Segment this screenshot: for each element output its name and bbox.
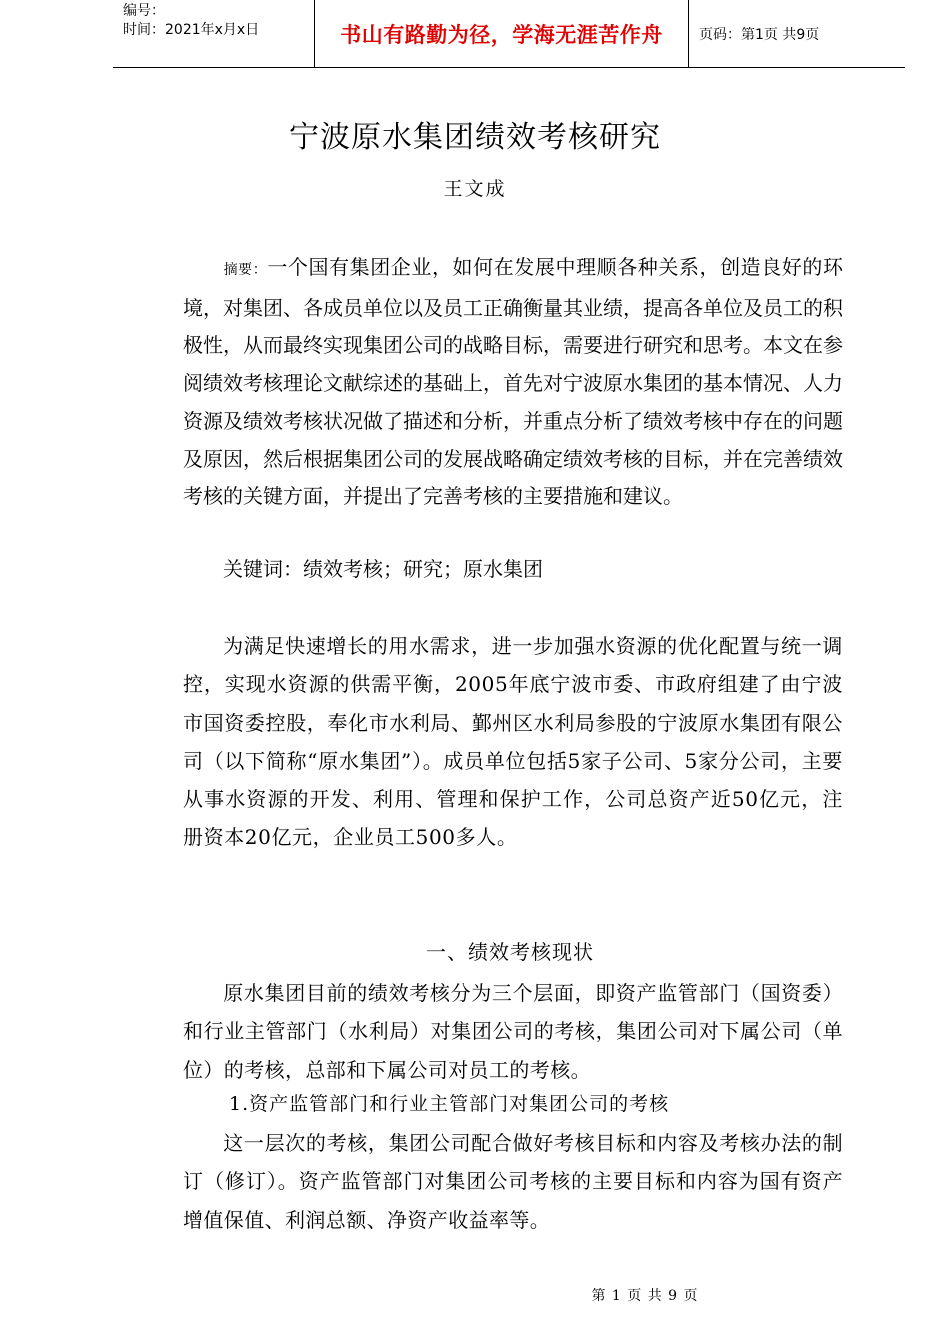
intro-paragraph: [183, 627, 843, 857]
abstract-text: 一个国有集团企业，如何在发展中理顺各种关系，创造良好的环境，对集团、各成员单位以及员工正确衡量其业绩，提高各单位及员工的积极性，从而最终实现集团公司的战略目标，需要进行研究和思考。本文在参阅绩效考核理论文献综述的基础上，首先对宁波原水集团的基本情况、人力资源及绩效考核状况做了描述和分析，并重点分析了绩效考核中存在的问题及原因，然后根据集团公司的发展战略确定绩效考核的目标，并在完善绩效考核的关键方面，并提出了完善考核的主要措施和建议。: [183, 255, 844, 509]
abstract-paragraph: [183, 249, 843, 516]
keywords-text: 关键词：绩效考核；研究；原水集团: [223, 557, 543, 581]
header-page-info: 页码：第1页 共9页: [699, 26, 820, 43]
section-paragraph: [183, 974, 843, 1089]
section-heading: 一、绩效考核现状: [426, 940, 594, 964]
keywords-paragraph: [183, 551, 843, 589]
page-header: [113, 0, 905, 68]
header-motto: 书山有路勤为径，学海无涯苦作舟: [315, 0, 689, 67]
subsection-paragraph: [183, 1124, 843, 1239]
intro-text: 为满足快速增长的用水需求，进一步加强水资源的优化配置与统一调控，实现水资源的供需平衡，2005年底宁波市委、市政府组建了由宁波市国资委控股，奉化市水利局、鄞州区水利局参股的宁波原水集团有限公司（以下简称“原水集团”）。成员单位包括5家子公司、5家分公司，主要从事水资源的开发、利用、管理和保护工作，公司总资产近50亿元，注册资本20亿元，企业员工500多人。: [183, 634, 843, 850]
serial-label: 编号：: [123, 3, 165, 19]
header-meta-cell: [113, 0, 315, 67]
abstract-label: 摘要：: [223, 262, 268, 278]
document-title: 宁波原水集团绩效考核研究: [289, 120, 661, 155]
subsection-heading: 1.资产监管部门和行业主管部门对集团公司的考核: [229, 1093, 670, 1115]
section-text: 原水集团目前的绩效考核分为三个层面，即资产监管部门（国资委）和行业主管部门（水利局）对集团公司的考核，集团公司对下属公司（单位）的考核，总部和下属公司对员工的考核。: [183, 981, 843, 1082]
time-label: 时间：2021年x月x日: [123, 22, 260, 38]
page-footer: 第 1 页 共 9 页: [591, 1288, 699, 1304]
document-author: 王文成: [443, 178, 507, 200]
subsection-text: 这一层次的考核，集团公司配合做好考核目标和内容及考核办法的制订（修订）。资产监管部门对集团公司考核的主要目标和内容为国有资产增值保值、利润总额、净资产收益率等。: [183, 1131, 843, 1232]
